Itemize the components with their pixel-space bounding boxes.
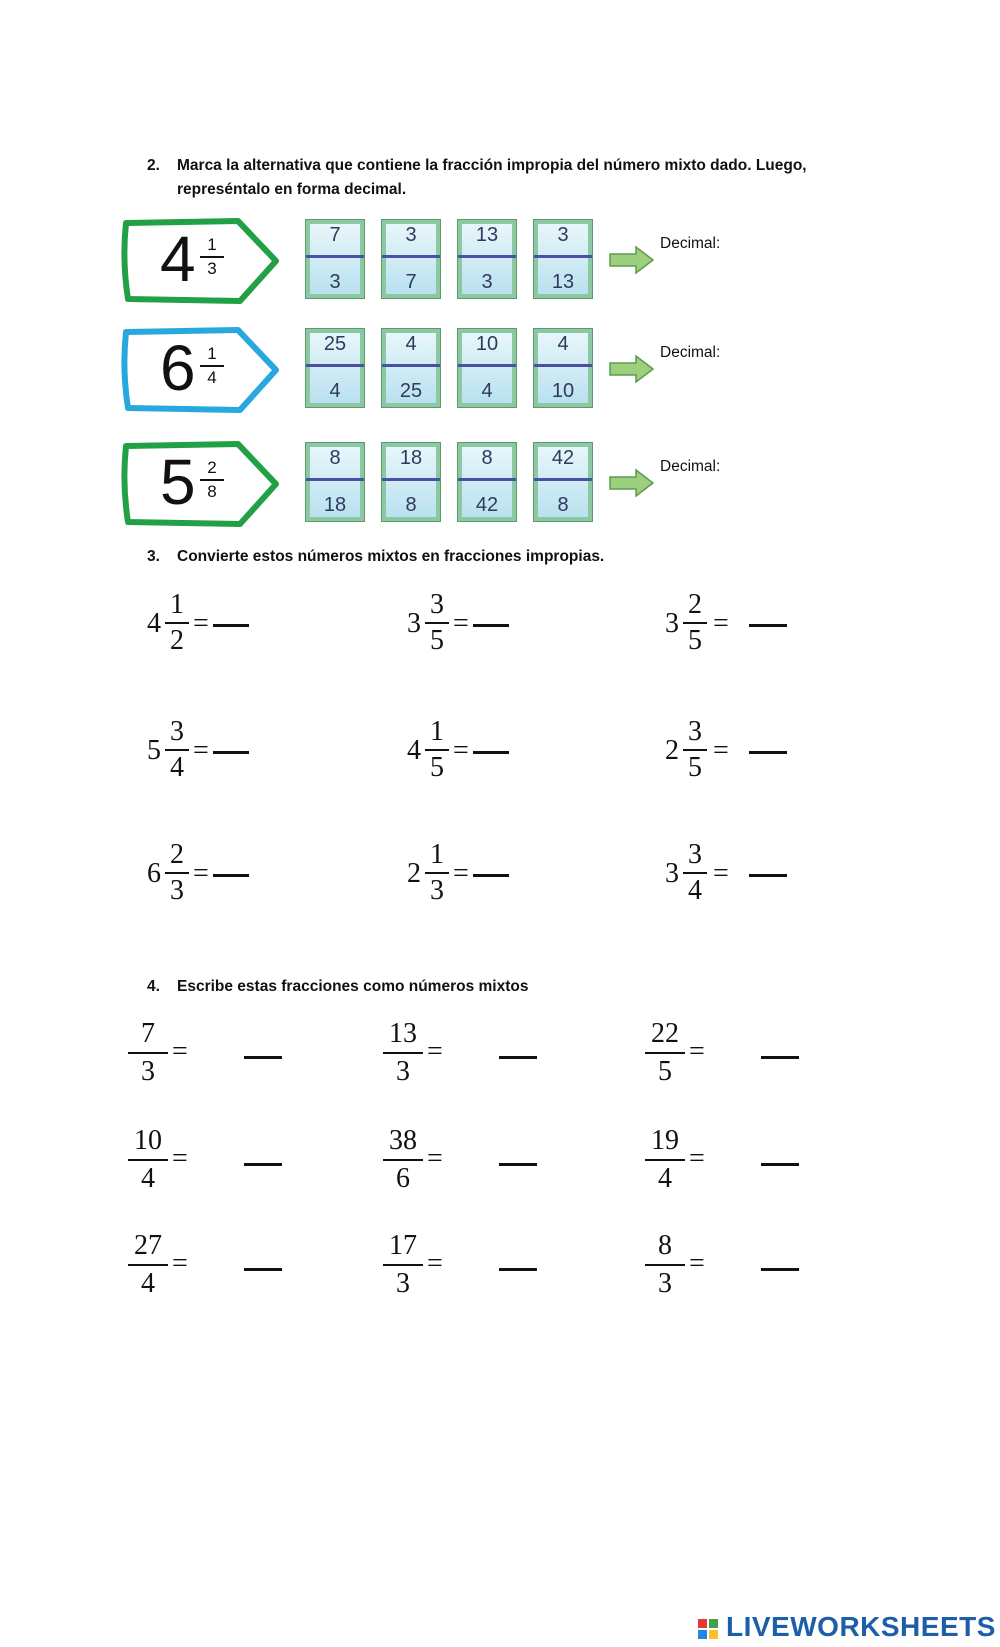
logo-square-icon xyxy=(709,1630,718,1639)
tile-numerator: 13 xyxy=(475,224,499,246)
tile-numerator: 7 xyxy=(329,224,341,246)
answer-blank[interactable] xyxy=(213,751,249,754)
equals-sign: = xyxy=(689,1248,705,1279)
fraction-item xyxy=(128,1018,288,1090)
answer-blank[interactable] xyxy=(761,1163,799,1166)
mixed-fraction xyxy=(200,344,224,388)
exercise-3-number: 3. xyxy=(147,548,160,565)
mixed-number-item xyxy=(407,590,547,660)
tile-fraction-bar xyxy=(382,364,440,367)
mixed-number-item xyxy=(147,717,287,787)
item-denominator: 4 xyxy=(141,1268,155,1299)
item-denominator: 5 xyxy=(688,752,702,783)
answer-blank[interactable] xyxy=(499,1163,537,1166)
item-numerator: 2 xyxy=(688,589,702,620)
fraction-bar xyxy=(128,1052,168,1054)
logo-square-icon xyxy=(698,1619,707,1628)
fraction-bar xyxy=(200,479,224,481)
mixed-number-item xyxy=(407,717,547,787)
item-fraction xyxy=(645,1230,685,1300)
mixed-number-row xyxy=(120,217,760,303)
tile-fraction-bar xyxy=(382,255,440,258)
item-numerator: 27 xyxy=(134,1230,162,1261)
item-numerator: 8 xyxy=(658,1230,672,1261)
equals-sign: = xyxy=(427,1036,443,1067)
fraction-item xyxy=(383,1230,543,1302)
tile-numerator: 25 xyxy=(323,333,347,355)
fraction-item xyxy=(128,1230,288,1302)
fraction-item xyxy=(383,1018,543,1090)
option-tile[interactable] xyxy=(533,328,593,408)
equals-sign: = xyxy=(193,858,209,889)
item-fraction xyxy=(128,1230,168,1300)
item-numerator: 10 xyxy=(134,1125,162,1156)
exercise-3-heading xyxy=(147,545,847,571)
equals-sign: = xyxy=(172,1143,188,1174)
mixed-number-item xyxy=(665,590,805,660)
option-tile[interactable] xyxy=(381,328,441,408)
fraction-bar xyxy=(425,622,449,624)
fraction-bar xyxy=(645,1052,685,1054)
tile-denominator: 8 xyxy=(557,494,569,516)
item-numerator: 19 xyxy=(651,1125,679,1156)
tile-fraction-bar xyxy=(306,364,364,367)
equals-sign: = xyxy=(713,735,729,766)
tile-denominator: 18 xyxy=(323,494,347,516)
option-tile[interactable] xyxy=(381,442,441,522)
tile-numerator: 42 xyxy=(551,447,575,469)
exercise-4-instruction: Escribe estas fracciones como números mixtos xyxy=(177,978,529,995)
answer-blank[interactable] xyxy=(244,1163,282,1166)
answer-blank[interactable] xyxy=(499,1056,537,1059)
equals-sign: = xyxy=(172,1248,188,1279)
option-tile[interactable] xyxy=(457,219,517,299)
answer-blank[interactable] xyxy=(761,1056,799,1059)
tile-fraction-bar xyxy=(382,478,440,481)
item-whole: 2 xyxy=(407,858,421,889)
mixed-fraction xyxy=(200,235,224,279)
tile-denominator: 4 xyxy=(329,380,341,402)
option-tile[interactable] xyxy=(305,442,365,522)
tile-numerator: 3 xyxy=(557,224,569,246)
tile-denominator: 42 xyxy=(475,494,499,516)
equals-sign: = xyxy=(193,608,209,639)
arrow-right-icon xyxy=(608,354,656,384)
answer-blank[interactable] xyxy=(761,1268,799,1271)
tile-fraction-bar xyxy=(458,364,516,367)
tile-fraction-bar xyxy=(458,255,516,258)
item-numerator: 2 xyxy=(170,839,184,870)
item-denominator: 3 xyxy=(658,1268,672,1299)
mixed-number-tag xyxy=(120,440,280,526)
item-denominator: 5 xyxy=(430,625,444,656)
item-denominator: 6 xyxy=(396,1163,410,1194)
item-whole: 4 xyxy=(407,735,421,766)
mixed-whole: 5 xyxy=(160,446,196,518)
fraction-bar xyxy=(128,1159,168,1161)
tile-fraction-bar xyxy=(534,255,592,258)
option-tile[interactable] xyxy=(533,442,593,522)
mixed-number-item xyxy=(147,590,287,660)
equals-sign: = xyxy=(453,735,469,766)
item-denominator: 4 xyxy=(688,875,702,906)
answer-blank[interactable] xyxy=(213,624,249,627)
item-numerator: 3 xyxy=(688,839,702,870)
exercise-3-instruction: Convierte estos números mixtos en fracciones impropias. xyxy=(177,548,605,565)
item-whole: 2 xyxy=(665,735,679,766)
item-denominator: 3 xyxy=(396,1268,410,1299)
fraction-item xyxy=(383,1125,543,1197)
mixed-numerator: 1 xyxy=(207,235,217,254)
option-tile[interactable] xyxy=(457,442,517,522)
mixed-fraction xyxy=(200,458,224,502)
exercise-2-instruction: Marca la alternativa que contiene la fracción impropia del número mixto dado. Luego, represéntalo en forma decimal. xyxy=(177,157,807,198)
fraction-item xyxy=(128,1125,288,1197)
tile-denominator: 7 xyxy=(405,271,417,293)
item-denominator: 5 xyxy=(688,625,702,656)
fraction-bar xyxy=(200,256,224,258)
fraction-bar xyxy=(383,1264,423,1266)
item-numerator: 3 xyxy=(688,716,702,747)
item-fraction xyxy=(425,717,449,783)
item-whole: 3 xyxy=(665,858,679,889)
answer-blank[interactable] xyxy=(473,624,509,627)
equals-sign: = xyxy=(689,1036,705,1067)
item-denominator: 2 xyxy=(170,625,184,656)
item-numerator: 3 xyxy=(170,716,184,747)
mixed-numerator: 2 xyxy=(207,458,217,477)
item-fraction xyxy=(165,590,189,656)
item-denominator: 4 xyxy=(658,1163,672,1194)
tile-fraction-bar xyxy=(534,364,592,367)
item-numerator: 3 xyxy=(430,589,444,620)
item-whole: 3 xyxy=(407,608,421,639)
tile-fraction-bar xyxy=(458,478,516,481)
mixed-number-row xyxy=(120,326,760,412)
equals-sign: = xyxy=(453,858,469,889)
item-numerator: 1 xyxy=(170,589,184,620)
arrow-right-icon xyxy=(608,245,656,275)
item-denominator: 5 xyxy=(658,1056,672,1087)
item-fraction xyxy=(128,1125,168,1195)
equals-sign: = xyxy=(193,735,209,766)
fraction-bar xyxy=(683,622,707,624)
logo-square-icon xyxy=(709,1619,718,1628)
tile-numerator: 3 xyxy=(405,224,417,246)
item-denominator: 3 xyxy=(170,875,184,906)
mixed-whole: 4 xyxy=(160,223,196,295)
equals-sign: = xyxy=(713,608,729,639)
fraction-bar xyxy=(165,749,189,751)
item-fraction xyxy=(383,1230,423,1300)
logo-text: LIVEWORKSHEETS xyxy=(726,1611,996,1642)
tile-fraction-bar xyxy=(534,478,592,481)
item-denominator: 5 xyxy=(430,752,444,783)
mixed-number-tag xyxy=(120,326,280,412)
mixed-number-item xyxy=(665,840,805,910)
tile-denominator: 25 xyxy=(399,380,423,402)
item-fraction xyxy=(165,840,189,906)
option-tile[interactable] xyxy=(533,219,593,299)
answer-blank[interactable] xyxy=(473,874,509,877)
answer-blank[interactable] xyxy=(749,624,787,627)
item-denominator: 3 xyxy=(430,875,444,906)
answer-blank[interactable] xyxy=(499,1268,537,1271)
item-denominator: 3 xyxy=(141,1056,155,1087)
fraction-bar xyxy=(645,1159,685,1161)
tile-denominator: 4 xyxy=(481,380,493,402)
item-numerator: 38 xyxy=(389,1125,417,1156)
item-numerator: 13 xyxy=(389,1018,417,1049)
fraction-item xyxy=(645,1230,805,1302)
mixed-number-item xyxy=(147,840,287,910)
item-denominator: 3 xyxy=(396,1056,410,1087)
answer-blank[interactable] xyxy=(244,1268,282,1271)
tile-fraction-bar xyxy=(306,478,364,481)
mixed-whole: 6 xyxy=(160,332,196,404)
item-fraction xyxy=(383,1125,423,1195)
item-numerator: 1 xyxy=(430,716,444,747)
option-tile[interactable] xyxy=(305,219,365,299)
fraction-bar xyxy=(425,872,449,874)
item-denominator: 4 xyxy=(170,752,184,783)
answer-blank[interactable] xyxy=(473,751,509,754)
fraction-bar xyxy=(383,1052,423,1054)
tile-numerator: 10 xyxy=(475,333,499,355)
option-tile[interactable] xyxy=(457,328,517,408)
item-whole: 5 xyxy=(147,735,161,766)
tile-numerator: 4 xyxy=(557,333,569,355)
mixed-denominator: 8 xyxy=(207,481,217,501)
equals-sign: = xyxy=(713,858,729,889)
fraction-item xyxy=(645,1018,805,1090)
item-whole: 4 xyxy=(147,608,161,639)
fraction-bar xyxy=(165,872,189,874)
item-fraction xyxy=(425,590,449,656)
tile-denominator: 8 xyxy=(405,494,417,516)
tile-denominator: 3 xyxy=(481,271,493,293)
decimal-label: Decimal: xyxy=(660,235,721,252)
item-numerator: 17 xyxy=(389,1230,417,1261)
mixed-number-item xyxy=(407,840,547,910)
mixed-number-item xyxy=(665,717,805,787)
fraction-bar xyxy=(645,1264,685,1266)
fraction-bar xyxy=(425,749,449,751)
fraction-bar xyxy=(683,872,707,874)
equals-sign: = xyxy=(453,608,469,639)
mixed-denominator: 4 xyxy=(207,367,217,387)
item-fraction xyxy=(383,1018,423,1088)
answer-blank[interactable] xyxy=(749,751,787,754)
decimal-label: Decimal: xyxy=(660,458,721,475)
equals-sign: = xyxy=(427,1143,443,1174)
option-tile[interactable] xyxy=(305,328,365,408)
mixed-denominator: 3 xyxy=(207,258,217,278)
item-fraction xyxy=(683,840,707,906)
item-numerator: 1 xyxy=(430,839,444,870)
fraction-bar xyxy=(128,1264,168,1266)
tile-numerator: 18 xyxy=(399,447,423,469)
tile-numerator: 8 xyxy=(481,447,493,469)
tile-fraction-bar xyxy=(306,255,364,258)
logo-square-icon xyxy=(698,1630,707,1639)
option-tile[interactable] xyxy=(381,219,441,299)
fraction-bar xyxy=(383,1159,423,1161)
item-numerator: 7 xyxy=(141,1018,155,1049)
exercise-4-number: 4. xyxy=(147,978,160,995)
item-numerator: 22 xyxy=(651,1018,679,1049)
item-fraction xyxy=(683,717,707,783)
equals-sign: = xyxy=(172,1036,188,1067)
answer-blank[interactable] xyxy=(213,874,249,877)
equals-sign: = xyxy=(689,1143,705,1174)
mixed-numerator: 1 xyxy=(207,344,217,363)
tile-denominator: 3 xyxy=(329,271,341,293)
item-fraction xyxy=(683,590,707,656)
mixed-number-row xyxy=(120,440,760,526)
tile-numerator: 8 xyxy=(329,447,341,469)
item-fraction xyxy=(128,1018,168,1088)
fraction-bar xyxy=(683,749,707,751)
item-fraction xyxy=(645,1125,685,1195)
mixed-number-tag xyxy=(120,217,280,303)
answer-blank[interactable] xyxy=(244,1056,282,1059)
tile-denominator: 13 xyxy=(551,271,575,293)
decimal-label: Decimal: xyxy=(660,344,721,361)
item-fraction xyxy=(645,1018,685,1088)
item-whole: 3 xyxy=(665,608,679,639)
item-fraction xyxy=(165,717,189,783)
exercise-2-heading xyxy=(147,154,847,204)
tile-numerator: 4 xyxy=(405,333,417,355)
equals-sign: = xyxy=(427,1248,443,1279)
item-fraction xyxy=(425,840,449,906)
fraction-bar xyxy=(165,622,189,624)
item-denominator: 4 xyxy=(141,1163,155,1194)
fraction-item xyxy=(645,1125,805,1197)
exercise-2-number: 2. xyxy=(147,157,160,174)
item-whole: 6 xyxy=(147,858,161,889)
arrow-right-icon xyxy=(608,468,656,498)
answer-blank[interactable] xyxy=(749,874,787,877)
tile-denominator: 10 xyxy=(551,380,575,402)
fraction-bar xyxy=(200,365,224,367)
exercise-4-heading xyxy=(147,975,847,1001)
